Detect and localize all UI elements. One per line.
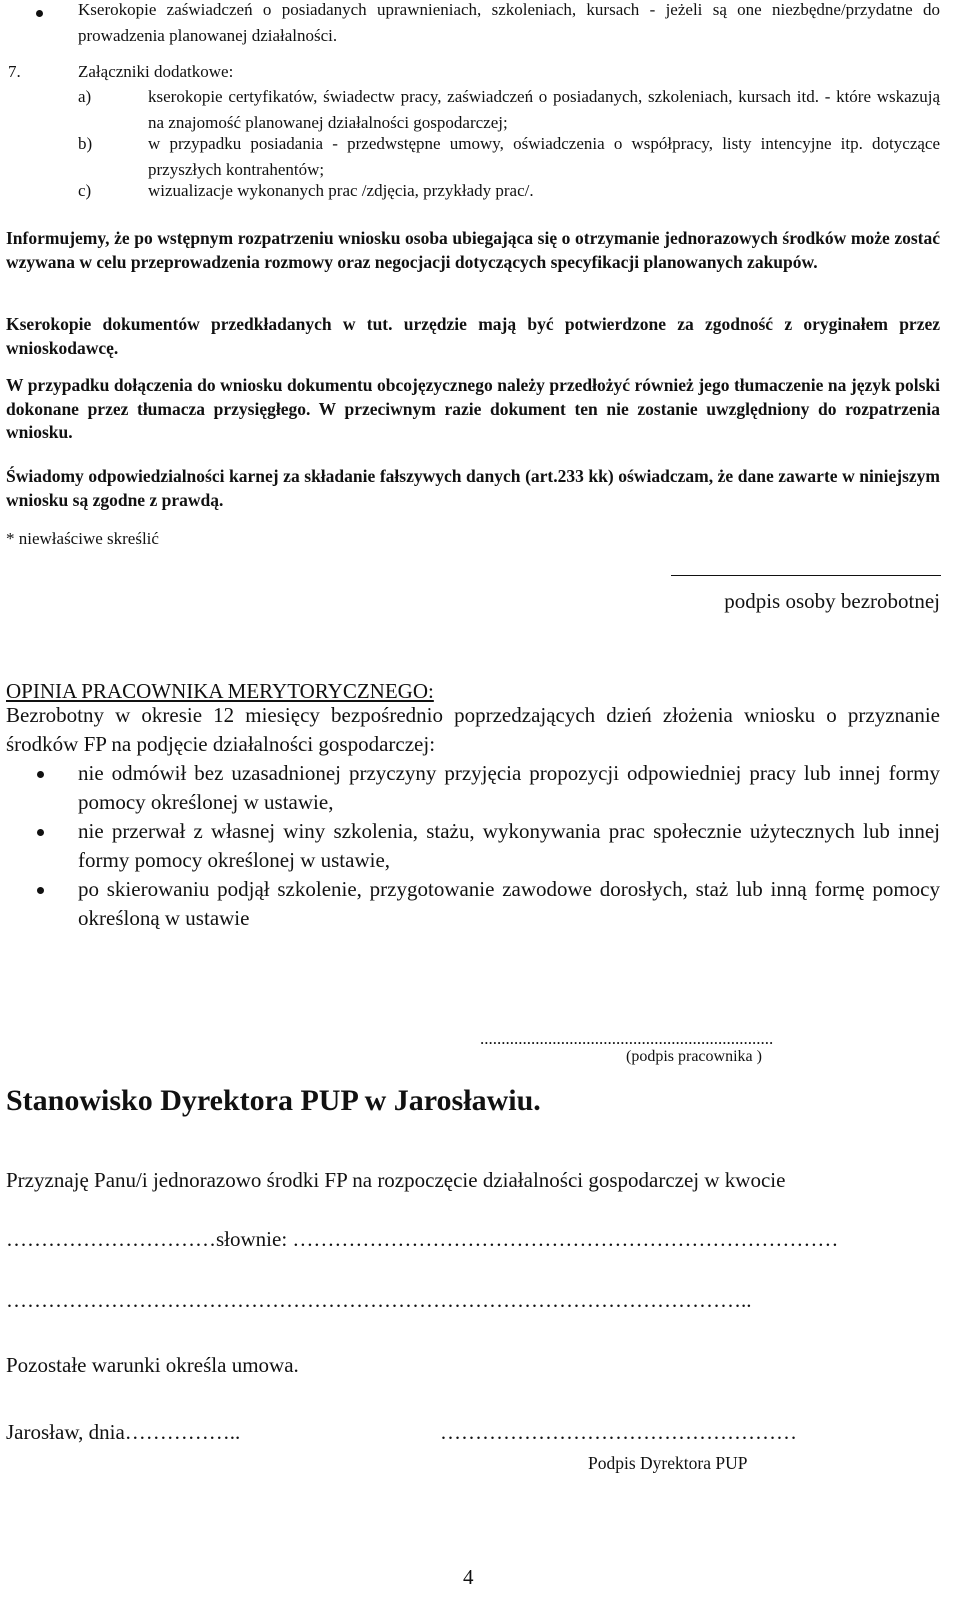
list-item-a: kserokopie certyfikatów, świadectw pracy, zaświadczeń o posiadanych, szkoleniach, kursach itd. - które wskazują na znajomość planowanej działalności gospodarczej; [148, 87, 940, 132]
bullet-marker [36, 10, 43, 17]
info-paragraph: W przypadku dołączenia do wniosku dokumentu obcojęzycznego należy przedłożyć również jego tłumaczenie na język polski dokonane przez tłumacza przysięgłego. W przeciwnym razie dokument ten nie zostanie uwzględniony do rozpatrzenia wniosku. [6, 375, 940, 442]
place-date [6, 1418, 240, 1447]
grant-text: Przyznaję Panu/i jednorazowo środki FP na rozpoczęcie działalności gospodarczej w kwocie [6, 1168, 786, 1192]
opinion-bullet: po skierowaniu podjął szkolenie, przygotowanie zawodowe dorosłych, staż lub inną formę pomocy określoną w ustawie [78, 877, 940, 930]
info-paragraph: Świadomy odpowiedzialności karnej za składanie fałszywych danych (art.233 kk) oświadczam, że dane zawarte w niniejszym wniosku są zgodne z prawdą. [6, 466, 940, 510]
director-signature-label: Podpis Dyrektora PUP [588, 1453, 748, 1473]
list-item-b: w przypadku posiadania - przedwstępne umowy, oświadczenia o współpracy, listy intencyjne itp. dotyczące przyszłych kontrahentów; [148, 134, 940, 179]
list-marker: a) [78, 87, 92, 106]
continuation-dots: …………………………………………………………………………………………….. [6, 1288, 752, 1312]
opinion-bullet: nie przerwał z własnej winy szkolenia, stażu, wykonywania prac społecznie użytecznych lub innej formy pomocy określonej w ustawie, [78, 819, 940, 872]
page-number: 4 [463, 1565, 474, 1589]
info-paragraph: Kserokopie dokumentów przedkładanych w tut. urzędzie mają być potwierdzone za zgodność z oryginałem przez wnioskodawcę. [6, 314, 940, 358]
section-title: Załączniki dodatkowe: [78, 62, 234, 81]
signature-label-unemployed: podpis osoby bezrobotnej [724, 589, 940, 613]
list-item-c: wizualizacje wykonanych prac /zdjęcia, przykłady prac/. [148, 181, 534, 200]
opinion-heading: OPINIA PRACOWNIKA MERYTORYCZNEGO: [6, 679, 434, 703]
bullet-marker [37, 887, 44, 894]
opinion-bullet: nie odmówił bez uzasadnionej przyczyny przyjęcia propozycji odpowiedniej pracy lub innej formy pomocy określonej w ustawie, [78, 761, 940, 814]
amount-line [6, 1225, 838, 1254]
words-label: słownie: [216, 1227, 288, 1251]
footnote: * niewłaściwe skreślić [6, 529, 159, 548]
opinion-intro: Bezrobotny w okresie 12 miesięcy bezpośrednio poprzedzających dzień złożenia wniosku o przyznanie środków FP na podjęcie działalności gospodarczej: [6, 703, 940, 756]
director-signature-dots: …………………………………………… [440, 1420, 797, 1444]
section-number: 7. [8, 62, 21, 81]
attachment-bullet-text: Kserokopie zaświadczeń o posiadanych uprawnieniach, szkoleniach, kursach - jeżeli są one niezbędne/przydatne do prowadzenia planowanej działalności. [78, 0, 940, 45]
list-marker: b) [78, 134, 93, 153]
info-paragraph: Informujemy, że po wstępnym rozpatrzeniu wniosku osoba ubiegająca się o otrzymanie jednorazowych środków może zostać wzywana w celu przeprowadzenia rozmowy oraz negocjacji dotyczących specyfikacji planowanych zakupów. [6, 228, 940, 272]
bullet-marker [37, 771, 44, 778]
amount-dots: ………………………… [6, 1227, 216, 1251]
words-dots: …………………………………………………………………… [292, 1227, 839, 1251]
bullet-marker [37, 829, 44, 836]
signature-label-worker: (podpis pracownika ) [626, 1048, 762, 1065]
place-date-label: Jarosław, dnia [6, 1420, 125, 1444]
list-marker: c) [78, 181, 92, 200]
director-heading: Stanowisko Dyrektora PUP w Jarosławiu. [6, 1084, 541, 1117]
conditions-text: Pozostałe warunki określa umowa. [6, 1353, 299, 1377]
signature-line [671, 575, 941, 576]
signature-dots: ..................................................................... [480, 1029, 774, 1048]
date-dots: …………….. [124, 1420, 241, 1444]
